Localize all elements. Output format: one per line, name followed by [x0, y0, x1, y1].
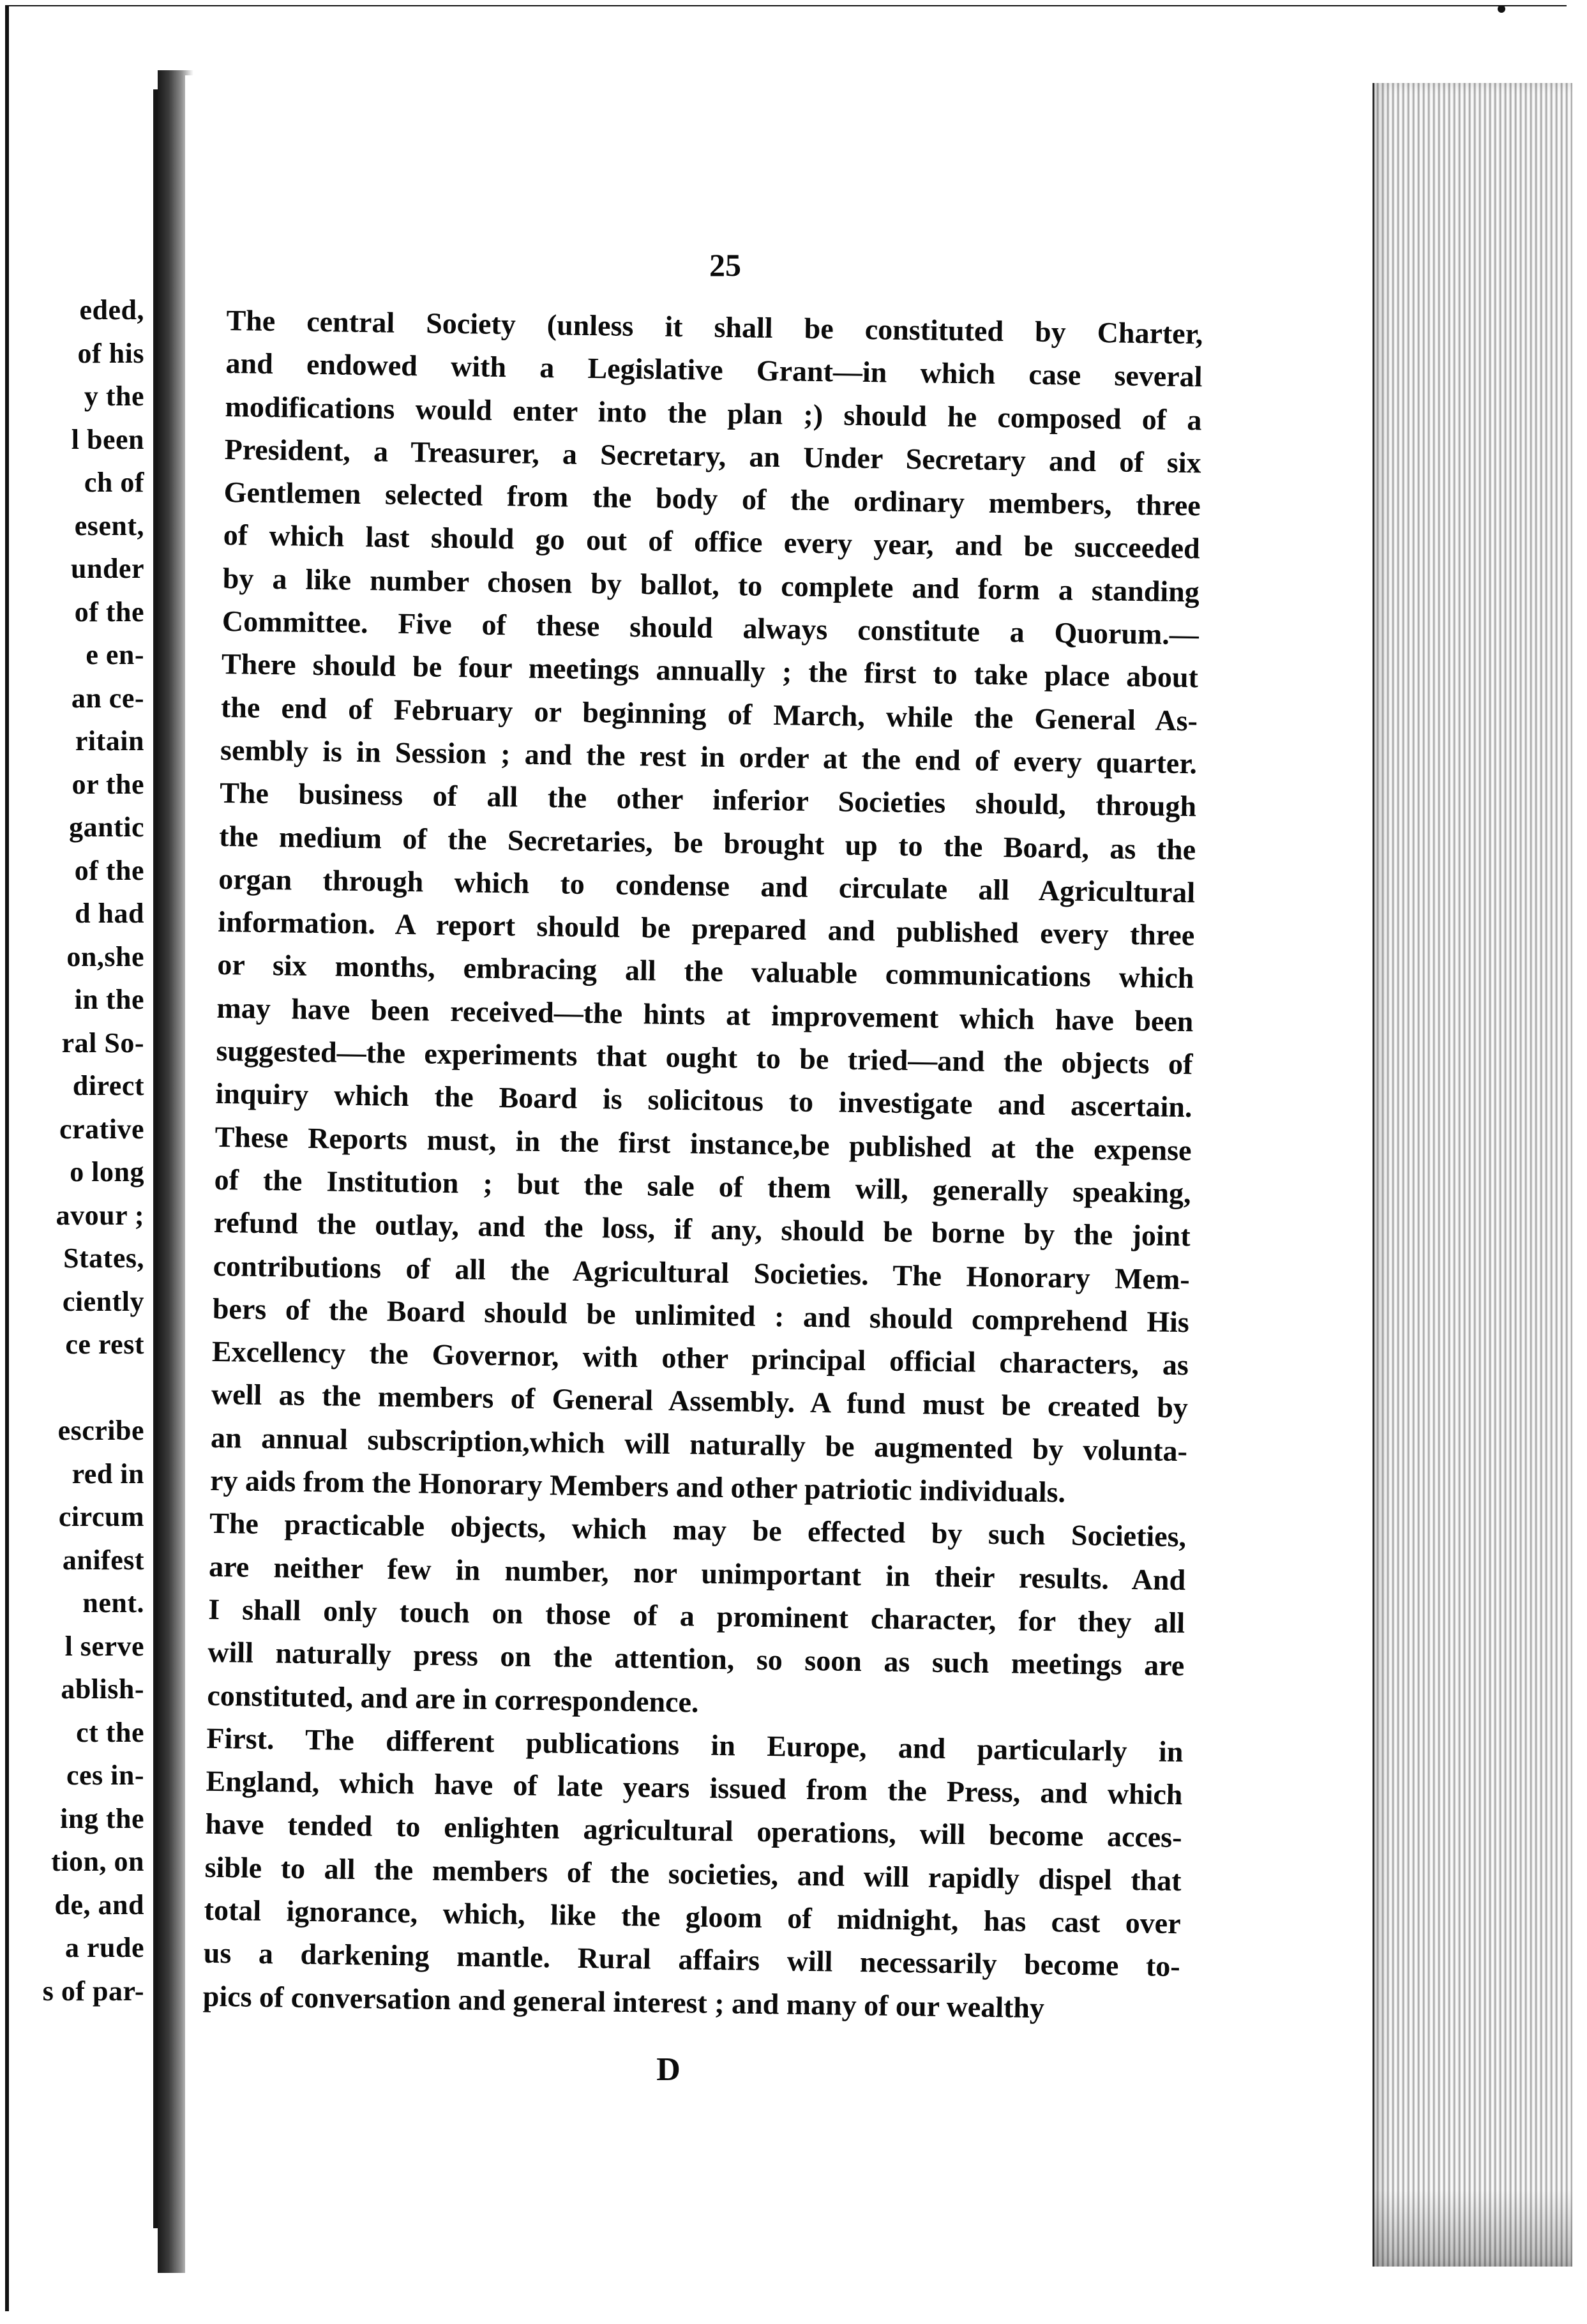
text-line: or six months, embracing all the valuable communications which	[217, 948, 1194, 995]
left-fragment-line	[0, 1366, 144, 1410]
left-fragment-line: d had	[75, 898, 144, 929]
text-line: President, a Treasurer, a Secretary, an Under Secretary and of six	[224, 432, 1201, 479]
text-line: information. A report should be prepared and published every three	[218, 905, 1195, 952]
signature-mark: D	[656, 2051, 681, 2088]
text-line: of which last should go out of office every year, and be succeeded	[223, 518, 1201, 565]
text-line: I shall only touch on those of a prominent character, for they all	[207, 1592, 1185, 1640]
text-line: sible to all the members of the societies, and will rapidly dispel that	[204, 1850, 1182, 1897]
left-fragment-line: direct	[72, 1070, 144, 1101]
left-fragment-line: o long	[70, 1156, 144, 1188]
text-line: by a like number chosen by ballot, to complete and form a standing	[222, 561, 1200, 608]
left-fragment-line: s of par-	[42, 1975, 144, 2007]
left-fragment-line: of the	[74, 596, 144, 628]
text-line: the medium of the Secretaries, be brought up to the Board, as the	[218, 819, 1196, 866]
page-number: 25	[709, 247, 741, 283]
text-line: well as the members of General Assembly. A fund must be created by	[211, 1378, 1189, 1424]
left-fragment-line: avour ;	[56, 1199, 144, 1231]
text-line: may have been received—the hints at improvement which have been	[216, 991, 1194, 1038]
left-fragment-line: States,	[63, 1242, 144, 1274]
text-line: ry aids from the Honorary Members and other patriotic individuals.	[209, 1463, 1066, 1509]
left-fragment-line: of the	[74, 854, 144, 886]
scan-corner-mark	[1498, 5, 1505, 13]
text-line: and endowed with a Legislative Grant—in which case several	[225, 347, 1203, 393]
left-fragment-line: circum	[58, 1501, 144, 1532]
left-fragment-line: ritain	[75, 725, 144, 757]
text-line: constituted, and are in correspondence.	[207, 1679, 699, 1719]
left-page-text-fragments	[0, 289, 144, 2012]
text-line: The business of all the other inferior Societies should, through	[219, 776, 1197, 823]
left-fragment-line: a rude	[65, 1932, 144, 1963]
left-fragment-line: ch of	[84, 467, 144, 498]
text-line: total ignorance, which, like the gloom of midnight, has cast over	[204, 1893, 1181, 1940]
left-fragment-line: of his	[77, 337, 144, 369]
text-line: First. The different publications in Europe, and particularly in	[206, 1721, 1184, 1768]
text-line: have tended to enlighten agricultural operations, will become acces-	[205, 1807, 1182, 1854]
text-line: Excellency the Governor, with other principal official characters, as	[211, 1334, 1189, 1382]
left-fragment-line: or the	[71, 768, 144, 800]
left-fragment-line: ral So-	[61, 1027, 144, 1059]
text-line: The practicable objects, which may be effected by such Societies,	[209, 1507, 1187, 1553]
text-line: bers of the Board should be unlimited : and should comprehend His	[212, 1292, 1190, 1339]
text-line: refund the outlay, and the loss, if any, should be borne by the joint	[213, 1206, 1191, 1253]
text-line: an annual subscription,which will naturally be augmented by volunta-	[210, 1421, 1188, 1467]
text-line: us a darkening mantle. Rural affairs will necessarily become to-	[203, 1936, 1181, 1983]
left-page	[0, 89, 158, 2228]
left-fragment-line: esent,	[74, 509, 144, 541]
left-fragment-line: on,she	[66, 940, 144, 972]
text-line: suggested—the experiments that ought to be tried—and the objects of	[216, 1034, 1193, 1081]
text-line: Committee. Five of these should always constitute a Quorum.—	[222, 605, 1200, 651]
left-fragment-line: anifest	[62, 1544, 144, 1576]
left-fragment-line: nent.	[82, 1587, 144, 1618]
left-fragment-line: ce rest	[65, 1329, 144, 1360]
left-fragment-line: e en-	[86, 639, 144, 670]
left-fragment-line: ct the	[76, 1716, 144, 1748]
left-fragment-line: red in	[71, 1458, 144, 1490]
text-line: organ through which to condense and circulate all Agricultural	[218, 862, 1196, 909]
left-fragment-line: tion, on	[51, 1846, 144, 1877]
left-fragment-line: in the	[74, 984, 144, 1015]
text-line: inquiry which the Board is solicitous to investigate and ascertain.	[215, 1077, 1192, 1124]
left-fragment-line: y the	[84, 381, 144, 412]
left-fragment-line: l serve	[64, 1630, 144, 1662]
left-fragment-line: ces in-	[66, 1760, 144, 1791]
left-fragment-line: crative	[59, 1113, 144, 1145]
text-line: Gentlemen selected from the body of the ordinary members, three	[223, 476, 1201, 522]
text-line: pics of conversation and general interest ; and many of our wealthy	[202, 1979, 1045, 2024]
text-line: The central Society (unless it shall be constituted by Charter,	[226, 303, 1203, 351]
text-line: sembly is in Session ; and the rest in order at the end of every quarter.	[220, 733, 1198, 780]
text-line: These Reports must, in the first instance,be published at the expense	[214, 1120, 1192, 1166]
left-fragment-line: l been	[71, 423, 144, 455]
left-fragment-line: ablish-	[61, 1673, 144, 1705]
body-text	[202, 299, 1203, 2031]
left-fragment-line: ing the	[60, 1802, 144, 1834]
left-fragment-line: gantic	[69, 811, 144, 843]
left-fragment-line: eded,	[79, 294, 144, 326]
text-line: are neither few in number, nor unimportant in their results. And	[208, 1550, 1186, 1596]
left-fragment-line: escribe	[57, 1415, 144, 1446]
text-line: modifications would enter into the plan ;) should he composed of a	[225, 389, 1202, 436]
text-line: England, which have of late years issued from the Press, and which	[206, 1764, 1183, 1811]
text-line: contributions of all the Agricultural Societies. The Honorary Mem-	[213, 1249, 1191, 1295]
page-edges	[1373, 83, 1572, 2267]
left-fragment-line: ciently	[62, 1285, 144, 1317]
text-line: There should be four meetings annually ; the first to take place about	[221, 647, 1199, 694]
text-line: of the Institution ; but the sale of them will, generally speaking,	[214, 1163, 1191, 1210]
left-fragment-line: an ce-	[71, 682, 144, 714]
text-line: the end of February or beginning of March, while the General As-	[220, 690, 1198, 737]
text-line: will naturally press on the attention, so soon as such meetings are	[207, 1635, 1185, 1682]
left-fragment-line: de, and	[54, 1889, 144, 1920]
left-fragment-line: under	[71, 553, 144, 584]
